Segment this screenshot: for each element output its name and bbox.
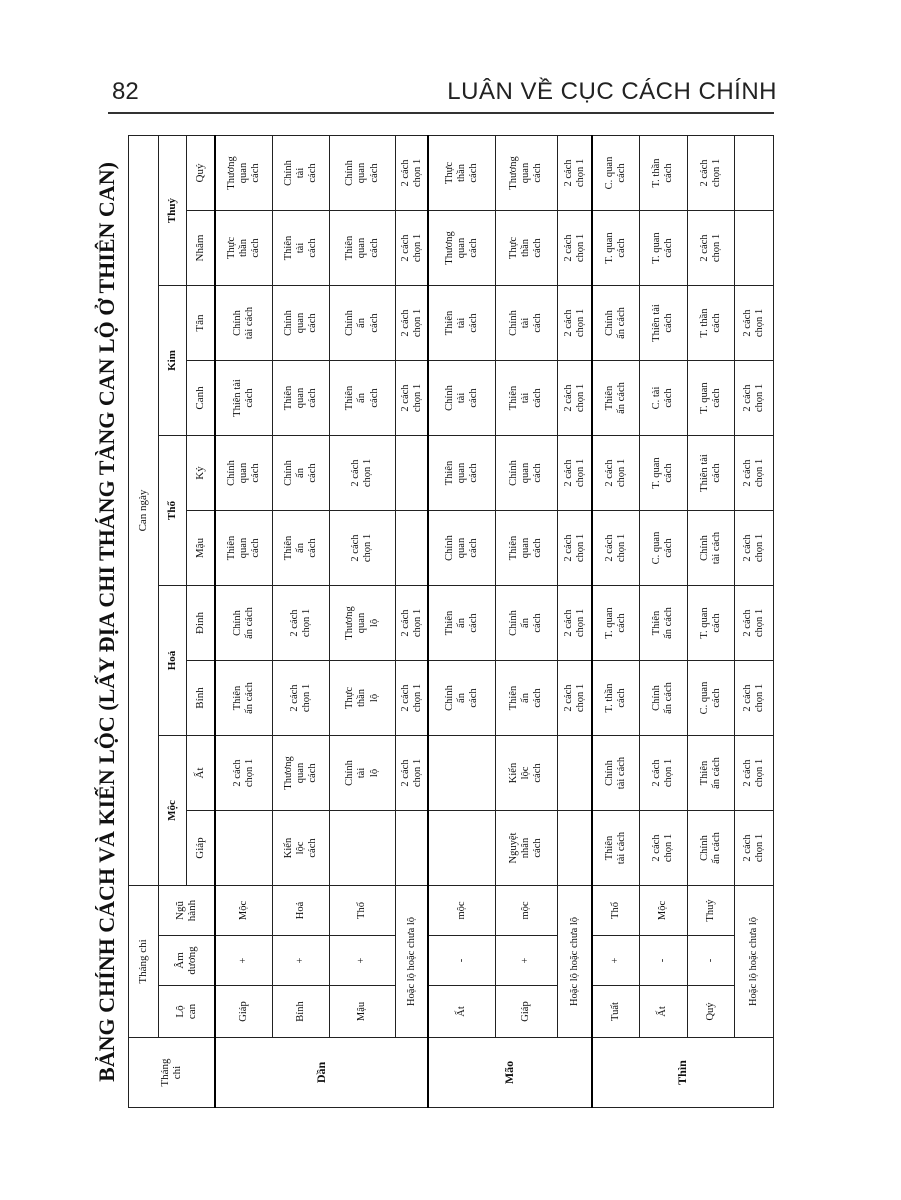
header-am-duong: Âm dương: [159, 936, 215, 986]
lo-can-cell: Ất: [640, 986, 687, 1038]
cach-cell: 2 cách chọn 1: [273, 661, 329, 736]
cach-cell: Thương quan cách: [428, 211, 495, 286]
cach-cell: Thiên ấn cách: [215, 661, 273, 736]
cach-cell: Chính ấn cách: [640, 661, 687, 736]
header-ngu-hanh: Ngũ hành: [159, 886, 215, 936]
cach-cell: 2 cách chọn 1: [396, 661, 428, 736]
ngu-hanh-cell: mộc: [495, 886, 558, 936]
lo-can-cell: Giáp: [495, 986, 558, 1038]
cach-cell: [329, 811, 396, 886]
cach-cell: T. quan cách: [640, 211, 687, 286]
header-element-hoa: Hoả: [159, 586, 187, 736]
header-stem-dinh: Đinh: [187, 586, 215, 661]
cach-cell: Thiên quan cách: [428, 436, 495, 511]
lo-can-cell: Giáp: [215, 986, 273, 1038]
cach-cell: 2 cách chọn 1: [558, 286, 593, 361]
cach-cell: Chính quan cách: [428, 511, 495, 586]
ngu-hanh-cell: Hoả: [273, 886, 329, 936]
cach-cell: 2 cách chọn 1: [735, 286, 774, 361]
cach-cell: Chính quan cách: [495, 436, 558, 511]
header-stem-quy: Quý: [187, 135, 215, 210]
cach-cell: Chính ấn cách: [329, 286, 396, 361]
cach-cell: Thiên tài cách: [640, 286, 687, 361]
cach-cell: Thương quan cách: [273, 736, 329, 811]
am-duong-cell: +: [592, 936, 639, 986]
cach-cell: Thiên quan cách: [215, 511, 273, 586]
cach-cell: [396, 511, 428, 586]
cach-cell: 2 cách chọn 1: [396, 211, 428, 286]
cach-cell: Thực thần cách: [215, 211, 273, 286]
header-stem-mau: Mậu: [187, 511, 215, 586]
cach-cell: Nguyệt nhân cách: [495, 811, 558, 886]
cach-cell: 2 cách chọn 1: [558, 586, 593, 661]
cach-cell: 2 cách chọn 1: [592, 511, 639, 586]
am-duong-cell: +: [273, 936, 329, 986]
am-duong-cell: +: [329, 936, 396, 986]
running-head: LUÂN VỀ CỤC CÁCH CHÍNH: [447, 78, 777, 105]
cach-cell: 2 cách chọn 1: [558, 436, 593, 511]
cach-cell: 2 cách chọn 1: [273, 586, 329, 661]
cach-cell: Chính ấn cách: [273, 436, 329, 511]
table-title: BẢNG CHÍNH CÁCH VÀ KIẾN LỘC (LẤY ĐỊA CHI THÁNG TÀNG CAN LỘ Ở THIÊN CAN): [94, 162, 119, 1082]
cach-cell: 2 cách chọn 1: [558, 135, 593, 210]
cach-cell: Thiên ấn cách: [428, 586, 495, 661]
cach-cell: Thực thần lộ: [329, 661, 396, 736]
cach-cell: 2 cách chọn 1: [640, 736, 687, 811]
cach-cell: T. thần cách: [592, 661, 639, 736]
am-duong-cell: +: [495, 936, 558, 986]
cach-cell: [558, 736, 593, 811]
cach-cell: T. quan cách: [687, 586, 734, 661]
cach-cell: [428, 811, 495, 886]
cach-cell: C. quan cách: [592, 135, 639, 210]
cach-cell: Chính ấn cách: [687, 811, 734, 886]
cach-cell: Chính tài cách: [687, 511, 734, 586]
cach-cell: Kiến lộc cách: [495, 736, 558, 811]
am-duong-cell: -: [428, 936, 495, 986]
cach-cell: 2 cách chọn 1: [396, 361, 428, 436]
am-duong-cell: +: [215, 936, 273, 986]
cach-cell: Chính tài cách: [428, 361, 495, 436]
page-number: 82: [112, 78, 139, 105]
cach-cell: Thiên quan cách: [329, 211, 396, 286]
cach-cell: Thiên tài cách: [592, 811, 639, 886]
cach-cell: Thiên ấn cách: [329, 361, 396, 436]
am-duong-cell: -: [640, 936, 687, 986]
cach-cell: Thiên tài cách: [215, 361, 273, 436]
cach-cell: Thiên quan cách: [495, 511, 558, 586]
cach-cell: 2 cách chọn 1: [735, 586, 774, 661]
month-cell-dan: Dần: [215, 1038, 429, 1108]
cach-cell: C. quan cách: [640, 511, 687, 586]
cach-cell: Thiên ấn cách: [640, 586, 687, 661]
cach-cell: 2 cách chọn 1: [592, 436, 639, 511]
hidden-row-label: Hoặc lộ hoặc chưa lộ: [735, 886, 774, 1038]
cach-cell: 2 cách chọn 1: [396, 586, 428, 661]
cach-cell: Thiên quan cách: [273, 361, 329, 436]
ngu-hanh-cell: Mộc: [640, 886, 687, 936]
cach-cell: Chính quan cách: [273, 286, 329, 361]
cach-cell: [735, 211, 774, 286]
cach-cell: 2 cách chọn 1: [329, 436, 396, 511]
cach-cell: 2 cách chọn 1: [687, 211, 734, 286]
cach-cell: 2 cách chọn 1: [558, 361, 593, 436]
cach-cell: T. quan cách: [640, 436, 687, 511]
header-stem-nham: Nhâm: [187, 211, 215, 286]
header-stem-ky: Kỷ: [187, 436, 215, 511]
cach-cell: Thiên tài cách: [273, 211, 329, 286]
cach-cell: Chính tài cách: [495, 286, 558, 361]
cach-cell: 2 cách chọn 1: [735, 661, 774, 736]
cach-cell: Chính quan cách: [215, 436, 273, 511]
header-rule: [108, 112, 774, 114]
header-stem-tan: Tân: [187, 286, 215, 361]
cach-cell: Thương quan lộ: [329, 586, 396, 661]
cach-cell: C. quan cách: [687, 661, 734, 736]
cach-cell: 2 cách chọn 1: [735, 361, 774, 436]
cach-cell: 2 cách chọn 1: [735, 436, 774, 511]
lo-can-cell: Ất: [428, 986, 495, 1038]
header-element-thuy: Thuỷ: [159, 135, 187, 285]
cach-cell: Chính tài lộ: [329, 736, 396, 811]
cach-cell: T. quan cách: [687, 361, 734, 436]
ngu-hanh-cell: Thổ: [592, 886, 639, 936]
cach-cell: [735, 135, 774, 210]
cach-cell: Thiên ấn cách: [592, 361, 639, 436]
header-element-tho: Thổ: [159, 436, 187, 586]
month-cell-thin: Thìn: [592, 1038, 773, 1108]
lo-can-cell: Tuất: [592, 986, 639, 1038]
header-element-kim: Kim: [159, 286, 187, 436]
can-cach-table: [128, 135, 774, 1108]
header-stem-binh: Bính: [187, 661, 215, 736]
cach-cell: 2 cách chọn 1: [558, 511, 593, 586]
ngu-hanh-cell: Thổ: [329, 886, 396, 936]
cach-cell: Chính tài cách: [592, 736, 639, 811]
lo-can-cell: Mậu: [329, 986, 396, 1038]
cach-cell: Chính ấn cách: [215, 586, 273, 661]
cach-cell: 2 cách chọn 1: [687, 135, 734, 210]
header-element-moc: Mộc: [159, 736, 187, 886]
cach-cell: 2 cách chọn 1: [396, 135, 428, 210]
cach-cell: Thiên tài cách: [428, 286, 495, 361]
cach-cell: C. tài cách: [640, 361, 687, 436]
cach-cell: Thiên tài cách: [495, 361, 558, 436]
cach-cell: Thiên ấn cách: [687, 736, 734, 811]
cach-cell: 2 cách chọn 1: [640, 811, 687, 886]
cach-cell: Chính ấn cách: [428, 661, 495, 736]
cach-cell: [396, 811, 428, 886]
cach-cell: Thương quan cách: [215, 135, 273, 210]
cach-cell: T. thần cách: [687, 286, 734, 361]
cach-cell: 2 cách chọn 1: [735, 736, 774, 811]
cach-cell: Chính tài cách: [215, 286, 273, 361]
cach-cell: [396, 436, 428, 511]
cach-cell: Thiên ấn cách: [495, 661, 558, 736]
hidden-row-label: Hoặc lộ hoặc chưa lộ: [396, 886, 428, 1038]
cach-cell: 2 cách chọn 1: [558, 211, 593, 286]
cach-cell: 2 cách chọn 1: [396, 736, 428, 811]
cach-cell: Thương quan cách: [495, 135, 558, 210]
header-stem-giap: Giáp: [187, 811, 215, 886]
cach-cell: Thực thần cách: [428, 135, 495, 210]
header-thang-chi: Tháng chi: [129, 1038, 215, 1108]
ngu-hanh-cell: mộc: [428, 886, 495, 936]
cach-cell: [428, 736, 495, 811]
am-duong-cell: -: [687, 936, 734, 986]
lo-can-cell: Bính: [273, 986, 329, 1038]
header-stem-canh: Canh: [187, 361, 215, 436]
hidden-row-label: Hoặc lộ hoặc chưa lộ: [558, 886, 593, 1038]
ngu-hanh-cell: Mộc: [215, 886, 273, 936]
cach-cell: Thiên tài cách: [687, 436, 734, 511]
cach-cell: Chính ấn cách: [592, 286, 639, 361]
cach-cell: Chính ấn cách: [495, 586, 558, 661]
header-thang-chi-group: Tháng chi: [129, 886, 159, 1038]
cach-cell: Kiến lộc cách: [273, 811, 329, 886]
cach-cell: Chính tài cách: [273, 135, 329, 210]
cach-cell: Thiên ấn cách: [273, 511, 329, 586]
cach-cell: 2 cách chọn 1: [558, 661, 593, 736]
cach-cell: T. quan cách: [592, 211, 639, 286]
cach-cell: 2 cách chọn 1: [735, 811, 774, 886]
header-lo-can: Lộ can: [159, 986, 215, 1038]
cach-cell: 2 cách chọn 1: [329, 511, 396, 586]
rotated-table: [88, 136, 778, 1108]
lo-can-cell: Quý: [687, 986, 734, 1038]
cach-cell: T. quan cách: [592, 586, 639, 661]
cach-cell: [558, 811, 593, 886]
cach-cell: Chính quan cách: [329, 135, 396, 210]
cach-cell: 2 cách chọn 1: [215, 736, 273, 811]
cach-cell: [215, 811, 273, 886]
ngu-hanh-cell: Thuỷ: [687, 886, 734, 936]
cach-cell: 2 cách chọn 1: [396, 286, 428, 361]
header-can-ngay-group: Can ngày: [129, 135, 159, 885]
header-stem-at: Ất: [187, 736, 215, 811]
cach-cell: 2 cách chọn 1: [735, 511, 774, 586]
cach-cell: T. thần cách: [640, 135, 687, 210]
month-cell-mao: Mão: [428, 1038, 592, 1108]
cach-cell: Thực thần cách: [495, 211, 558, 286]
